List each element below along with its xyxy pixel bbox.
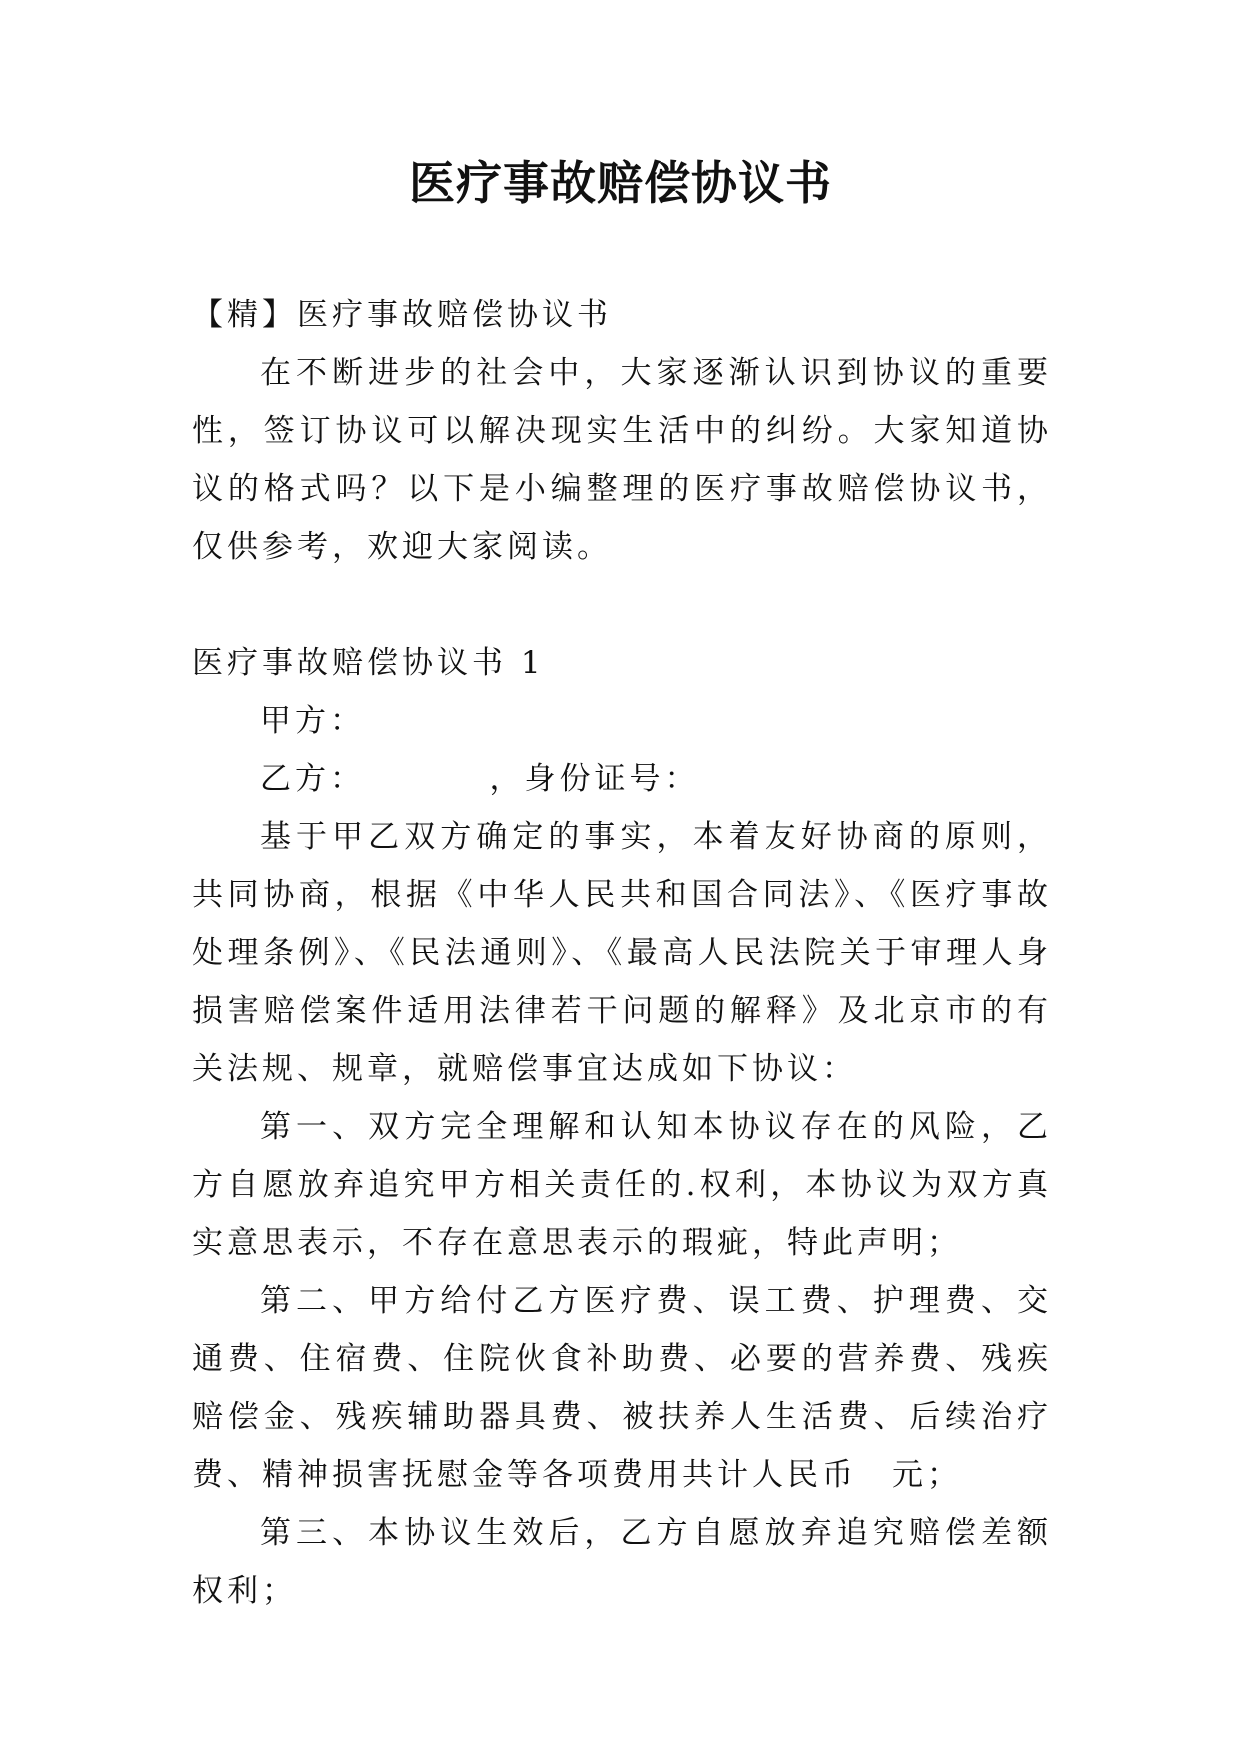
party-a-line: 甲方： bbox=[260, 703, 365, 739]
subtitle: 【精】医疗事故赔偿协议书 bbox=[192, 297, 612, 333]
intro-paragraph: 在不断进步的社会中，大家逐渐认识到协议的重要性，签订协议可以解决现实生活中的纠纷。大家知道协议的格式吗？以下是小编整理的医疗事故赔偿协议书，仅供参考，欢迎大家阅读。 bbox=[192, 355, 1052, 565]
party-b-line: 乙方： ，身份证号： bbox=[260, 761, 700, 797]
section-title: 医疗事故赔偿协议书 1 bbox=[192, 645, 545, 681]
basis-paragraph: 基于甲乙双方确定的事实，本着友好协商的原则，共同协商，根据《中华人民共和国合同法》、《医疗事故处理条例》、《民法通则》、《最高人民法院关于审理人身损害赔偿案件适用法律若干问题的解释》及北京市的有关法规、规章，就赔偿事宜达成如下协议： bbox=[192, 819, 1052, 1087]
document-title: 医疗事故赔偿协议书 bbox=[409, 156, 832, 210]
document-body bbox=[192, 286, 1052, 1620]
clause-1: 第一、双方完全理解和认知本协议存在的风险，乙方自愿放弃追究甲方相关责任的.权利，本协议为双方真实意思表示，不存在意思表示的瑕疵，特此声明； bbox=[192, 1109, 1052, 1261]
clause-3: 第三、本协议生效后，乙方自愿放弃追究赔偿差额权利； bbox=[192, 1515, 1052, 1609]
clause-2: 第二、甲方给付乙方医疗费、误工费、护理费、交通费、住宿费、住院伙食补助费、必要的营养费、残疾赔偿金、残疾辅助器具费、被扶养人生活费、后续治疗费、精神损害抚慰金等各项费用共计人民币 元； bbox=[192, 1283, 1052, 1493]
